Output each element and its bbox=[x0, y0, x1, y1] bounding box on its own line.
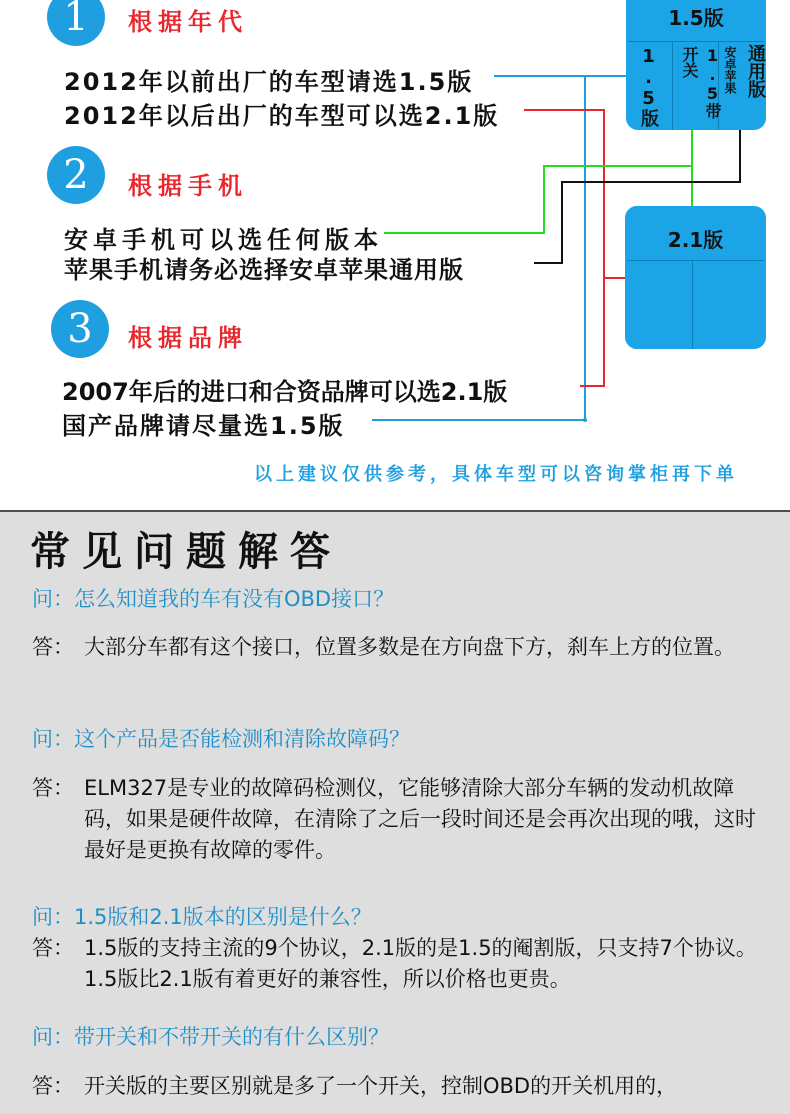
rule-domestic-brands: 国产品牌请尽量选1.5版 bbox=[62, 412, 345, 440]
box-1-5-col-universal-a: 安卓苹果 bbox=[723, 46, 737, 94]
version-guide bbox=[0, 0, 790, 510]
faq-section bbox=[0, 510, 790, 1114]
faq-question: 问：这个产品是否能检测和清除故障码？ bbox=[32, 727, 410, 751]
box-1-5-col-switch: 1.5带开关 bbox=[680, 46, 722, 119]
section-2-title: 根据手机 bbox=[128, 172, 248, 200]
faq-question: 问：1.5版和2.1版本的区别是什么？ bbox=[32, 905, 372, 929]
faq-question: 问：带开关和不带开关的有什么区别？ bbox=[32, 1025, 389, 1049]
rule-apple: 苹果手机请务必选择安卓苹果通用版 bbox=[64, 256, 464, 284]
advice-note: 以上建议仅供参考，具体车型可以咨询掌柜再下单 bbox=[254, 464, 738, 485]
box-1-5-col-std: 1.5版 bbox=[638, 46, 659, 127]
rule-2012-before: 2012年以前出厂的车型请选1.5版 bbox=[64, 68, 474, 96]
faq-item-2 bbox=[32, 724, 772, 866]
version-box-1-5 bbox=[626, 0, 766, 130]
section-2-number: 2 bbox=[47, 146, 105, 204]
faq-answer: 答： 开关版的主要区别就是多了一个开关，控制OBD的开关机用的， bbox=[32, 1074, 678, 1098]
faq-answer: 答： 大部分车都有这个接口，位置多数是在方向盘下方，刹车上方的位置。 bbox=[32, 635, 735, 659]
section-1-title: 根据年代 bbox=[128, 8, 248, 36]
box-2-1-title: 2.1版 bbox=[667, 228, 724, 252]
faq-item-4 bbox=[32, 1022, 772, 1102]
rule-android: 安卓手机可以选任何版本 bbox=[64, 226, 383, 254]
rule-2012-after: 2012年以后出厂的车型可以选2.1版 bbox=[64, 102, 500, 130]
faq-answer: 答： ELM327是专业的故障码检测仪，它能够清除大部分车辆的发动机故障码，如果是硬件故障，在清除了之后一段时间还是会再次出现的哦，这时最好是更换有故障的零件。 bbox=[32, 776, 756, 862]
faq-item-3 bbox=[32, 902, 772, 995]
box-1-5-col-universal-b: 通用版 bbox=[745, 44, 766, 98]
faq-item-1 bbox=[32, 584, 772, 663]
red-line-2012-after bbox=[524, 110, 604, 386]
section-3-number: 3 bbox=[51, 300, 109, 358]
section-3-title: 根据品牌 bbox=[128, 324, 248, 352]
faq-question: 问：怎么知道我的车有没有OBD接口？ bbox=[32, 587, 395, 611]
box-1-5-title: 1.5版 bbox=[668, 6, 724, 30]
rule-import-brands: 2007年后的进口和合资品牌可以选2.1版 bbox=[62, 378, 508, 406]
version-box-2-1 bbox=[625, 206, 766, 349]
faq-title: 常见问题解答 bbox=[30, 528, 342, 575]
faq-answer: 答： 1.5版的支持主流的9个协议，2.1版的是1.5的阉割版，只支持7个协议。1.5版比2.1版有着更好的兼容性，所以价格也更贵。 bbox=[32, 936, 757, 991]
section-1-number: 1 bbox=[47, 0, 105, 46]
